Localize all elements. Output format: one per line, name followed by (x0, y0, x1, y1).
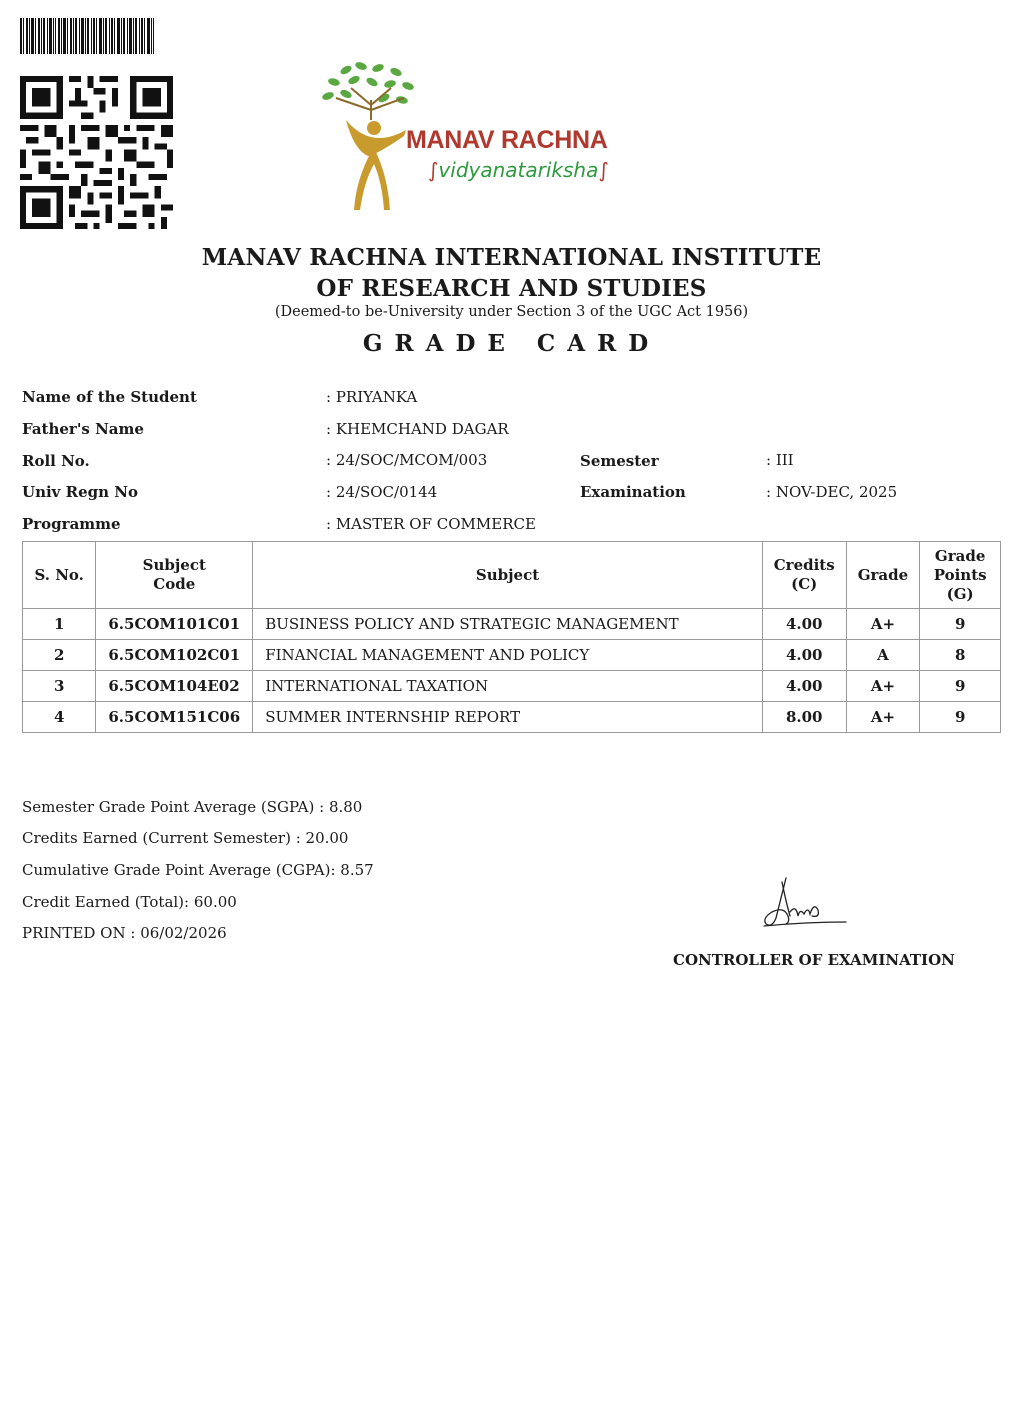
header-grade-points: Grade Points (G) (920, 542, 1001, 609)
examination-label: Examination (580, 483, 686, 501)
header-grade: Grade (846, 542, 920, 609)
cell-credits: 4.00 (762, 671, 846, 702)
cell-grade-points: 9 (920, 609, 1001, 640)
cell-credits: 4.00 (762, 640, 846, 671)
table-header-row (23, 542, 1001, 609)
logo-tagline: ∫vidyanatariksha∫ (428, 158, 609, 182)
credits-total-text: Credit Earned (Total): 60.00 (22, 893, 237, 911)
programme-label: Programme (22, 515, 121, 533)
semester-label: Semester (580, 452, 659, 470)
cell-sno: 2 (23, 640, 96, 671)
cell-sno: 4 (23, 702, 96, 733)
cell-grade-points: 9 (920, 671, 1001, 702)
controller-of-examination-label: CONTROLLER OF EXAMINATION (673, 951, 955, 969)
cell-sno: 1 (23, 609, 96, 640)
programme-value: : MASTER OF COMMERCE (326, 515, 536, 533)
institution-subtitle: (Deemed-to be-University under Section 3 of the UGC Act 1956) (274, 304, 749, 320)
cell-subject-code: 6.5COM104E02 (96, 671, 253, 702)
regn-no-label: Univ Regn No (22, 483, 138, 501)
cell-credits: 8.00 (762, 702, 846, 733)
university-logo (316, 60, 661, 215)
header-subject: Subject (253, 542, 763, 609)
institution-name-line1: MANAV RACHNA INTERNATIONAL INSTITUTE (201, 244, 822, 271)
cell-subject: SUMMER INTERNSHIP REPORT (253, 702, 763, 733)
cell-subject-code: 6.5COM102C01 (96, 640, 253, 671)
student-name-label: Name of the Student (22, 388, 197, 406)
cell-grade-points: 9 (920, 702, 1001, 733)
credits-current-text: Credits Earned (Current Semester) : 20.00 (22, 829, 349, 847)
cell-grade-points: 8 (920, 640, 1001, 671)
document-title: GRADE CARD (362, 330, 661, 357)
barcode-image (20, 18, 154, 54)
student-name-value: : PRIYANKA (326, 388, 418, 406)
table-row (23, 640, 1001, 671)
cell-sno: 3 (23, 671, 96, 702)
qr-code-image (20, 76, 173, 229)
regn-no-value: : 24/SOC/0144 (326, 483, 438, 501)
cgpa-text: Cumulative Grade Point Average (CGPA): 8.57 (22, 861, 374, 879)
printed-on-text: PRINTED ON : 06/02/2026 (22, 924, 227, 942)
examination-value: : NOV-DEC, 2025 (766, 483, 898, 501)
cell-grade: A (846, 640, 920, 671)
cell-credits: 4.00 (762, 609, 846, 640)
header-sno: S. No. (23, 542, 96, 609)
cell-grade: A+ (846, 702, 920, 733)
cell-subject-code: 6.5COM101C01 (96, 609, 253, 640)
cell-subject: INTERNATIONAL TAXATION (253, 671, 763, 702)
father-name-value: : KHEMCHAND DAGAR (326, 420, 509, 438)
cell-grade: A+ (846, 609, 920, 640)
cell-subject: FINANCIAL MANAGEMENT AND POLICY (253, 640, 763, 671)
cell-grade: A+ (846, 671, 920, 702)
roll-no-value: : 24/SOC/MCOM/003 (326, 451, 488, 469)
table-row (23, 702, 1001, 733)
cell-subject: BUSINESS POLICY AND STRATEGIC MANAGEMENT (253, 609, 763, 640)
sgpa-text: Semester Grade Point Average (SGPA) : 8.80 (22, 798, 363, 816)
semester-value: : III (766, 451, 794, 469)
header-credits: Credits (C) (762, 542, 846, 609)
grades-table (22, 541, 1001, 733)
signature-image (756, 872, 852, 932)
institution-name-line2: OF RESEARCH AND STUDIES (316, 275, 707, 302)
header-subject-code: Subject Code (96, 542, 253, 609)
cell-subject-code: 6.5COM151C06 (96, 702, 253, 733)
table-row (23, 609, 1001, 640)
tree-figure-icon (316, 60, 416, 215)
logo-brand-text: MANAV RACHNA (406, 126, 608, 154)
roll-no-label: Roll No. (22, 452, 90, 470)
father-name-label: Father's Name (22, 420, 144, 438)
table-row (23, 671, 1001, 702)
